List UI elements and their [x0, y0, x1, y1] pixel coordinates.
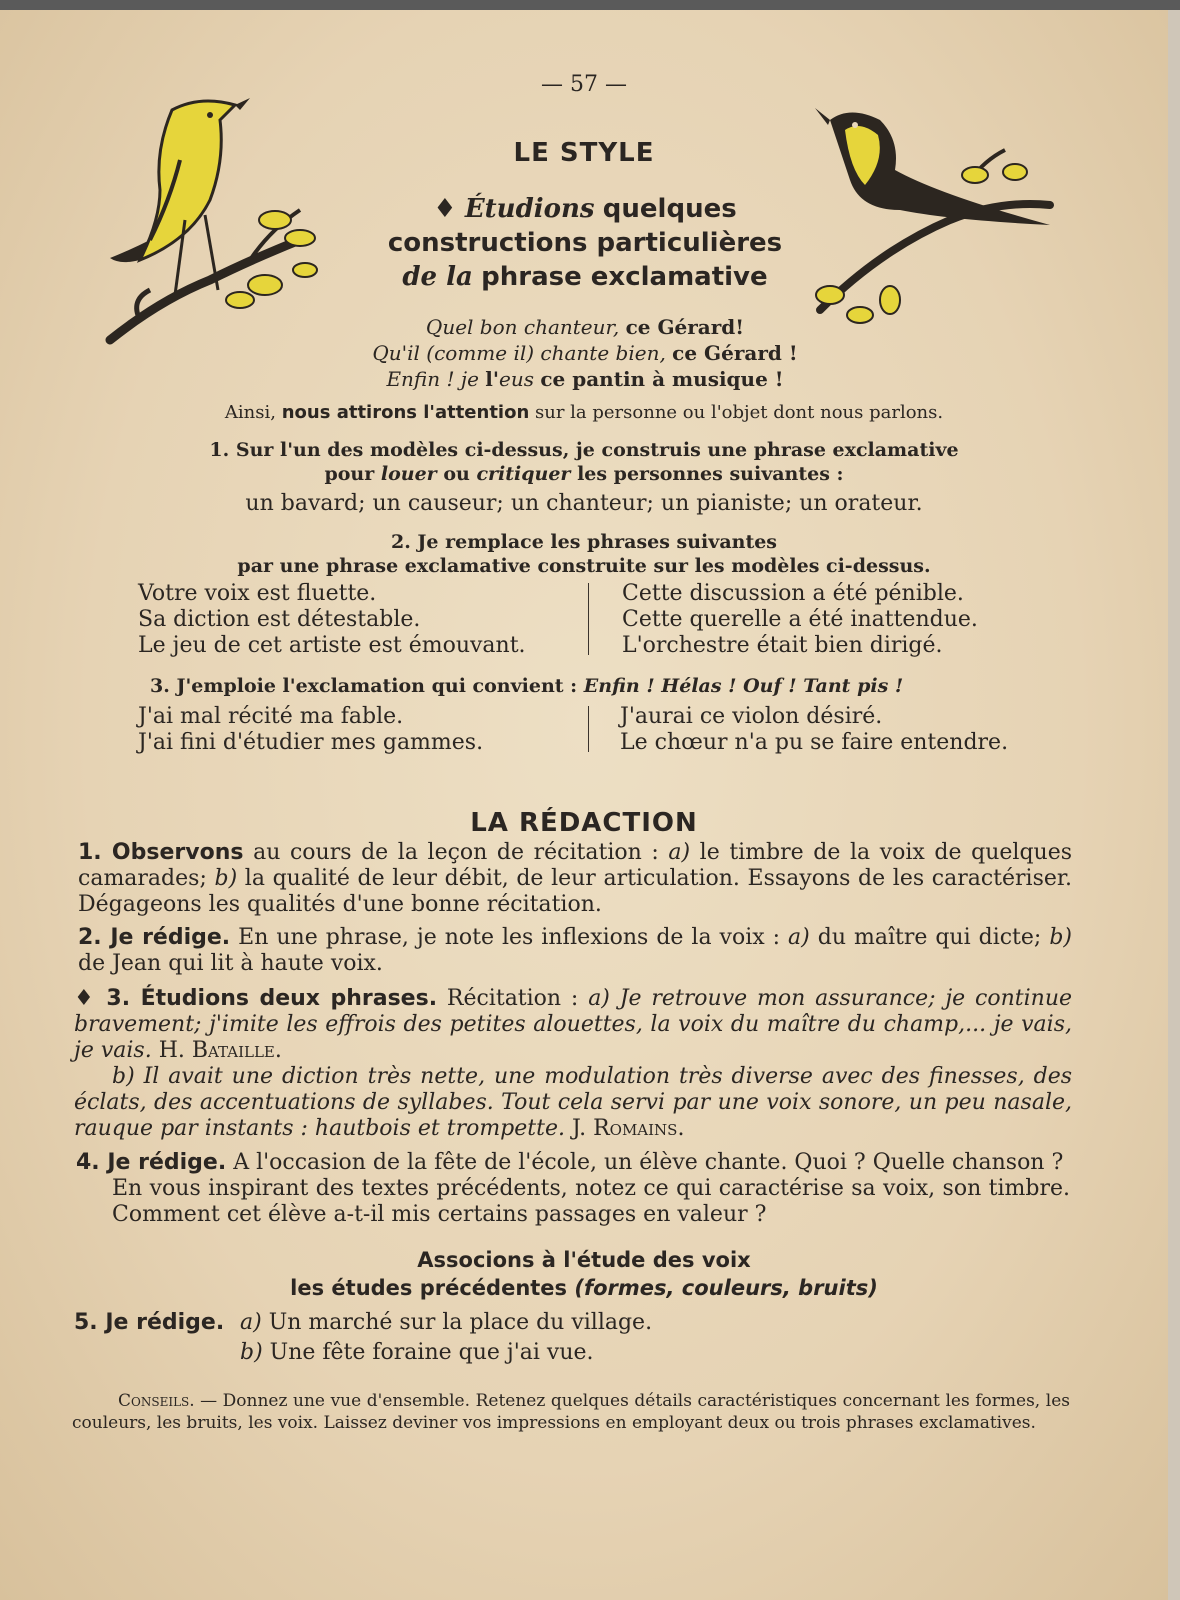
exercise-2-instruction: 2. Je remplace les phrases suivantes par une phrase exclamative construite sur les modèles ci-dessus. [237, 531, 931, 577]
exercise-3-instruction: 3. J'emploie l'exclamation qui convient : Enfin ! Hélas ! Ouf ! Tant pis ! [150, 675, 904, 697]
section-title-redaction: LA RÉDACTION [470, 808, 698, 838]
exercise-2-right-column: Cette discussion a été pénible. Cette querelle a été inattendue. L'orchestre était bien dirigé. [622, 581, 978, 658]
example-line: Quel bon chanteur, ce Gérard! [425, 315, 745, 339]
page-edge [1168, 10, 1180, 1600]
style-subtitle: ♦ Étudions quelques constructions particulières de la phrase exclamative [387, 194, 783, 292]
exercise-3-left-column: J'ai mal récité ma fable. J'ai fini d'étudier mes gammes. [138, 704, 484, 755]
redaction-item-1: 1. Observons au cours de la leçon de récitation : a) le timbre de la voix de quelques camarades; b) la qualité de leur débit, de leur articulation. Essayons de les caractériser. Dégageons les qualités d'une bonne récitation. [78, 840, 1073, 917]
column-divider [588, 583, 589, 655]
book-page [0, 10, 1168, 1600]
diamond-icon: ♦ [74, 986, 97, 1011]
exercise-3-right-column: J'aurai ce violon désiré. Le chœur n'a pu se faire entendre. [620, 704, 1009, 755]
diamond-icon: ♦ [433, 194, 457, 224]
redaction-item-4: 4. Je rédige. A l'occasion de la fête de l'école, un élève chante. Quoi ? Quelle chanson ? En vous inspirant des textes précédents, notez ce qui caractérise sa voix, son timbre. Comment cet élève a-t-il mis certains passages en valeur ? [76, 1150, 1070, 1227]
column-divider [588, 706, 589, 752]
example-sentences [300, 314, 870, 392]
exercise-1-words: un bavard; un causeur; un chanteur; un pianiste; un orateur. [245, 491, 923, 516]
associons-heading: Associons à l'étude des voix les études précédentes (formes, couleurs, bruits) [290, 1248, 878, 1300]
exercise-1-instruction: 1. Sur l'un des modèles ci-dessus, je construis une phrase exclamative pour louer ou critiquer les personnes suivantes : [209, 439, 959, 485]
conseils-paragraph: Conseils. — Donnez une vue d'ensemble. Retenez quelques détails caractéristiques concernant les formes, les couleurs, les bruits, les voix. Laissez deviner vos impressions en employant deux ou trois phrases exclamatives. [72, 1391, 1071, 1433]
redaction-item-3: ♦ 3. Étudions deux phrases. Récitation : a) Je retrouve mon assurance; je continue bravement; j'imite les effrois des petites alouettes, la voix du maître du champ,... je vais, je vais. H. Bataille. b) Il avait une diction très nette, une modulation très diverse avec des finesses, des éclats, des accentuations de syllabes. Tout cela servi par une voix sonore, un peu nasale, rauque par instants : hautbois et trompette. J. Romains. [74, 986, 1073, 1141]
redaction-item-5-options: a) Un marché sur la place du village. b) Une fête foraine que j'ai vue. [240, 1310, 653, 1365]
bird-illustration-left [100, 90, 330, 360]
ainsi-line: Ainsi, nous attirons l'attention sur la personne ou l'objet dont nous parlons. [224, 402, 944, 423]
example-line: Qu'il (comme il) chante bien, ce Gérard ! [372, 341, 798, 365]
section-title-style: LE STYLE [513, 138, 655, 168]
example-line: Enfin ! je l'eus ce pantin à musique ! [386, 367, 784, 391]
page-number: — 57 — [541, 72, 627, 97]
exercise-2-left-column: Votre voix est fluette. Sa diction est détestable. Le jeu de cet artiste est émouvant. [138, 581, 526, 658]
redaction-item-5: 5. Je rédige. [74, 1310, 225, 1335]
redaction-item-2: 2. Je rédige. En une phrase, je note les inflexions de la voix : a) du maître qui dicte; b) de Jean qui lit à haute voix. [78, 925, 1072, 976]
